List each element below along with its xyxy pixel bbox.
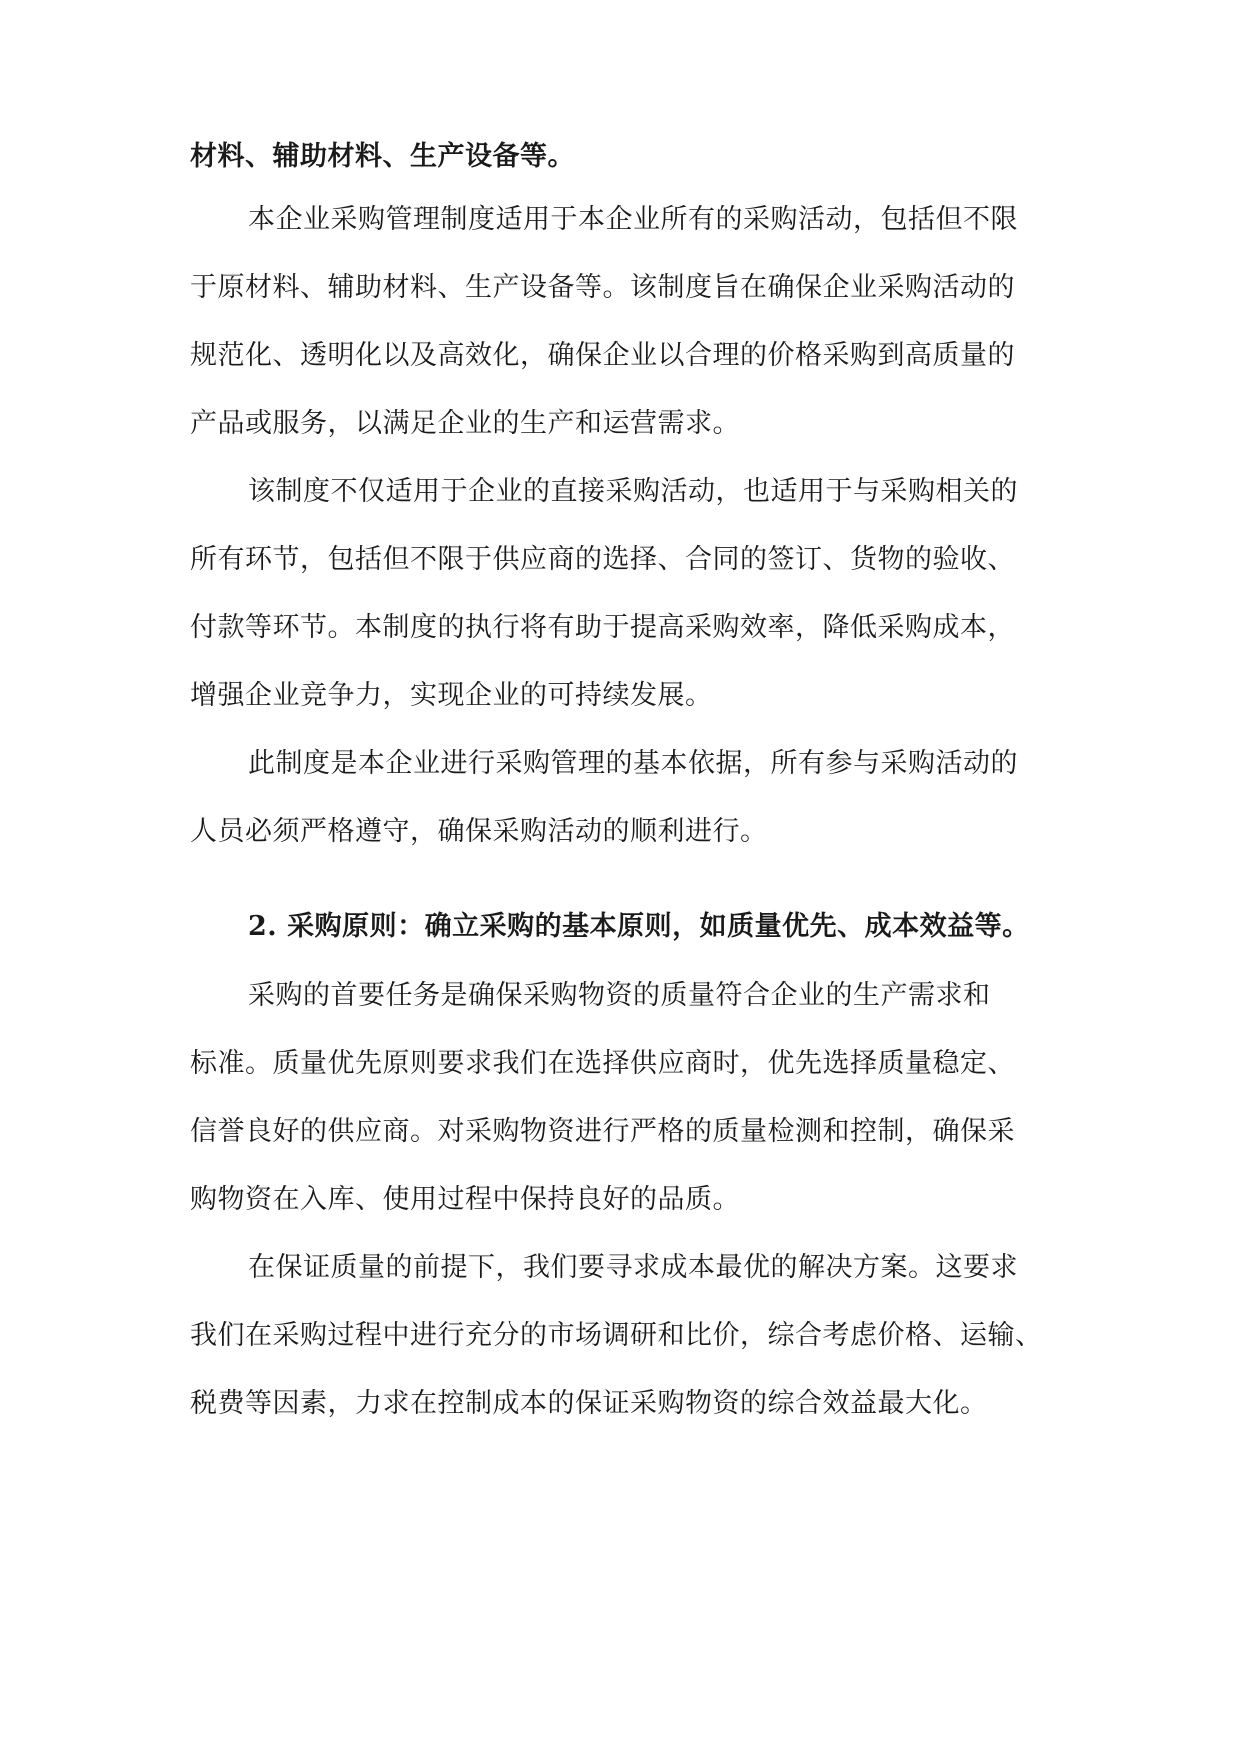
paragraph-line: 增强企业竞争力，实现企业的可持续发展。 (190, 680, 713, 711)
paragraph-line: 人员必须严格遵守，确保采购活动的顺利进行。 (190, 816, 768, 847)
paragraph-line: 本企业采购管理制度适用于本企业所有的采购活动，包括但不限 (248, 204, 1018, 235)
paragraph-line: 采购的首要任务是确保采购物资的质量符合企业的生产需求和 (248, 980, 991, 1011)
paragraph-line: 于原材料、辅助材料、生产设备等。该制度旨在确保企业采购活动的 (190, 272, 1015, 303)
section-heading: 2. 采购原则：确立采购的基本原则，如质量优先、成本效益等。 (248, 911, 1030, 942)
paragraph-line: 此制度是本企业进行采购管理的基本依据，所有参与采购活动的 (248, 748, 1018, 779)
paragraph-line: 信誉良好的供应商。对采购物资进行严格的质量检测和控制，确保采 (190, 1116, 1015, 1147)
paragraph-line: 所有环节，包括但不限于供应商的选择、合同的签订、货物的验收、 (190, 544, 1015, 575)
paragraph-line: 规范化、透明化以及高效化，确保企业以合理的价格采购到高质量的 (190, 340, 1015, 371)
paragraph-line: 税费等因素，力求在控制成本的保证采购物资的综合效益最大化。 (190, 1388, 988, 1419)
paragraph-line: 该制度不仅适用于企业的直接采购活动，也适用于与采购相关的 (248, 476, 1018, 507)
paragraph-line: 在保证质量的前提下，我们要寻求成本最优的解决方案。这要求 (248, 1252, 1018, 1283)
paragraph-line: 我们在采购过程中进行充分的市场调研和比价，综合考虑价格、运输、 (190, 1320, 1043, 1351)
paragraph-line: 产品或服务，以满足企业的生产和运营需求。 (190, 408, 740, 439)
paragraph-line: 购物资在入库、使用过程中保持良好的品质。 (190, 1184, 740, 1215)
paragraph-heading-fragment: 材料、辅助材料、生产设备等。 (190, 141, 575, 172)
paragraph-line: 付款等环节。本制度的执行将有助于提高采购效率，降低采购成本， (190, 612, 1015, 643)
paragraph-line: 标准。质量优先原则要求我们在选择供应商时，优先选择质量稳定、 (190, 1048, 1015, 1079)
